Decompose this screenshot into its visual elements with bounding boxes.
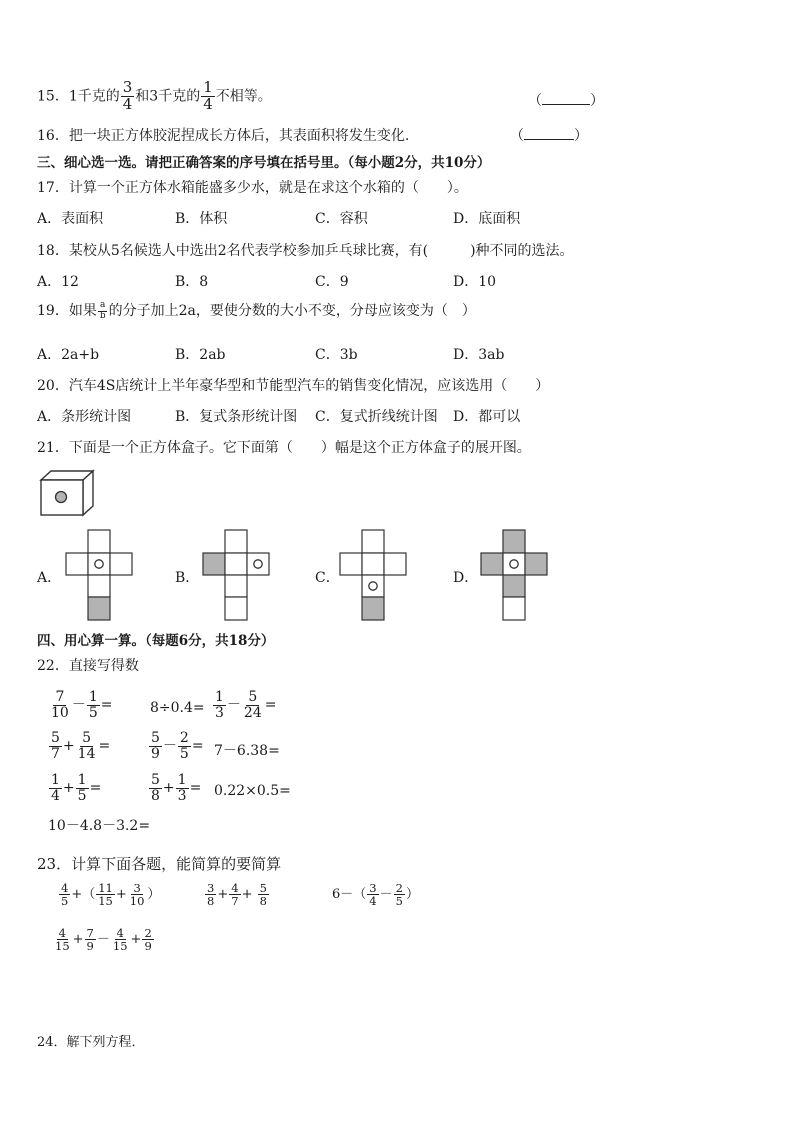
q22-expr-9: 0.22×0.5= [214,783,291,799]
q17-option-b[interactable]: B．体积 [175,211,228,227]
q23-expr-3: 6－（ $\frac{3}{4}$ － $\frac{2}{5}$ ） [332,881,419,909]
q21-option-a[interactable]: A． [37,570,62,586]
q19-option-c[interactable]: C．3b [315,347,358,363]
q22-expr-5: $\frac{5}{9}$ － $\frac{2}{5}$ = [151,730,204,762]
q17-option-d[interactable]: D．底面积 [453,211,521,227]
q22-expr-6: 7－6.38= [214,743,280,759]
section-3-title: 三、细心选一选。请把正确答案的序号填在括号里。（每小题2分，共10分） [37,155,491,171]
net-diagram-a[interactable] [64,528,136,623]
cube-box-illustration [38,468,96,518]
q19-option-a[interactable]: A．2a+b [37,347,100,363]
q17: 17．计算一个正方体水箱能盛多少水，就是在求这个水箱的（ ）。 [37,180,468,196]
q21-option-d[interactable]: D． [453,570,479,586]
q22-expr-7: $\frac{1}{4}$ + $\frac{1}{5}$ = [51,772,102,804]
q15-num: 15． [37,88,69,105]
fraction: $\frac{a}{b}$ [99,300,106,321]
q18-option-b[interactable]: B．8 [175,274,209,290]
q22-expr-4: $\frac{5}{7}$ + $\frac{5}{14}$ = [51,730,111,762]
q23: 23．计算下面各题，能简算的要简算 [37,855,282,873]
q23-expr-1: $\frac{4}{5}$ +（ $\frac{11}{15}$ + $\frac{3}{10}$ ） [61,881,161,909]
q23-expr-2: $\frac{3}{8}$ + $\frac{4}{7}$ + $\frac{5}{8}$ [207,881,267,909]
q20: 20．汽车4S店统计上半年豪华型和节能型汽车的销售变化情况，应该选用（ ） [37,378,550,394]
q23-expr-4: $\frac{4}{15}$ + $\frac{7}{9}$ － $\frac{4}{15}$ + $\frac{2}{9}$ [55,926,152,954]
section-4-title: 四、用心算一算。（每题6分，共18分） [37,633,275,649]
q21: 21．下面是一个正方体盒子。它下面第（ ）幅是这个正方体盒子的展开图。 [37,440,531,456]
fraction: $\frac{1}{4}$ [203,78,213,113]
q21-option-b[interactable]: B． [175,570,200,586]
q18-option-a[interactable]: A．12 [37,274,79,290]
q22-expr-10: 10－4.8－3.2= [48,818,151,834]
q20-option-c[interactable]: C．复式折线统计图 [315,409,438,425]
q19-option-b[interactable]: B．2ab [175,347,226,363]
q17-option-c[interactable]: C．容积 [315,211,368,227]
net-diagram-d[interactable] [479,528,551,623]
q22: 22．直接写得数 [37,658,139,674]
q20-option-b[interactable]: B．复式条形统计图 [175,409,298,425]
q22-expr-8: $\frac{5}{8}$ + $\frac{1}{3}$ = [151,772,202,804]
q18-option-c[interactable]: C．9 [315,274,349,290]
net-diagram-b[interactable] [201,528,273,623]
q22-expr-1: $\frac{7}{10}$ － $\frac{1}{5}$ = [51,689,113,721]
q21-option-c[interactable]: C． [315,570,340,586]
q19: 19．如果 $\frac{a}{b}$ 的分子加上2a，要使分数的大小不变，分母应该变为（ ） [37,300,476,321]
q20-option-a[interactable]: A．条形统计图 [37,409,132,425]
q16: 16．把一块正方体胶泥捏成长方体后，其表面积将发生变化. [37,128,410,144]
q15-answer-blank[interactable]: （ ） [528,93,604,109]
fraction: $\frac{3}{4}$ [122,78,133,113]
q18-option-d[interactable]: D．10 [453,274,497,290]
q22-expr-2: 8÷0.4= [150,700,205,716]
q18: 18．某校从5名候选人中选出2名代表学校参加乒乓球比赛，有( )种不同的选法。 [37,243,574,259]
q16-answer-blank[interactable]: （ ） [510,128,588,144]
q19-option-d[interactable]: D．3ab [453,347,505,363]
q20-option-d[interactable]: D．都可以 [453,409,521,425]
net-diagram-c[interactable] [338,528,410,623]
q22-expr-3: $\frac{1}{3}$ － $\frac{5}{24}$ = [215,689,277,721]
q24: 24．解下列方程． [37,1035,145,1050]
q15: 15．1千克的 $\frac{3}{4}$ 和3千克的 $\frac{1}{4}$ 不相等。 [37,78,272,113]
q17-option-a[interactable]: A．表面积 [37,211,104,227]
